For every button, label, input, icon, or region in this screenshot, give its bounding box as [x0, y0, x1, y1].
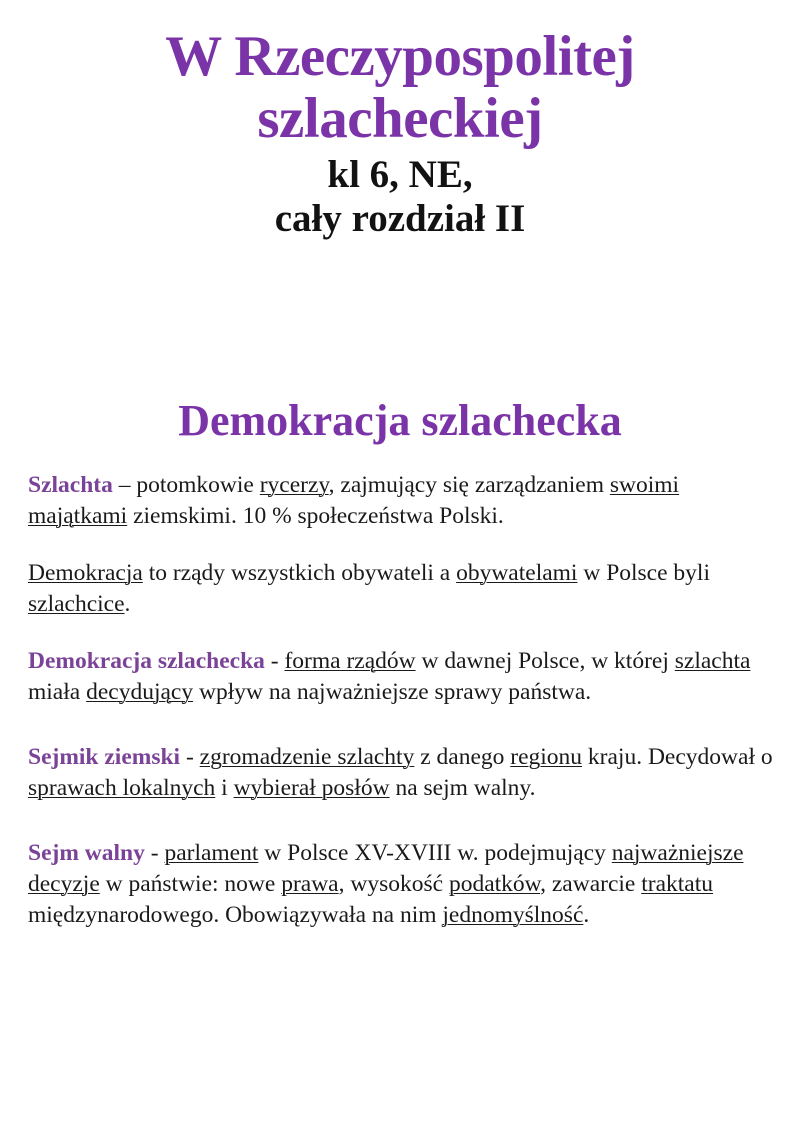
underlined-term: wybierał posłów	[233, 774, 390, 801]
paragraph-separator: -	[180, 743, 200, 770]
paragraph-text: w Polsce byli	[577, 559, 710, 586]
paragraph-lead-term: Szlachta	[28, 471, 113, 498]
paragraph-text: kraju. Decydował o	[582, 743, 773, 770]
paragraph-text: , zajmujący się zarządzaniem	[328, 471, 610, 498]
underlined-term: podatków	[448, 870, 541, 897]
underlined-term: swoimi majątkami	[28, 471, 680, 529]
underlined-term: regionu	[510, 743, 583, 770]
paragraph-text: miała	[28, 678, 87, 705]
underlined-term: decydujący	[86, 678, 194, 705]
paragraph-text: międzynarodowego. Obowiązywała na nim	[28, 901, 443, 928]
paragraph-lead-term: Sejm walny	[28, 839, 145, 866]
paragraph-demokracja	[28, 558, 778, 620]
paragraph-text: ziemskimi. 10 % społeczeństwa Polski.	[127, 502, 504, 529]
paragraph-separator: -	[264, 647, 285, 674]
paragraph-text: .	[583, 901, 590, 928]
underlined-term: obywatelami	[456, 559, 578, 586]
paragraph-text: w państwie: nowe	[99, 870, 282, 897]
paragraph-sejm-walny	[28, 838, 778, 931]
paragraph-text: i	[215, 774, 234, 801]
body-text	[0, 446, 800, 931]
paragraph-text: w Polsce XV-XVIII w. podejmujący	[258, 839, 612, 866]
paragraph-lead-term: Sejmik ziemski	[28, 743, 181, 770]
paragraph-text: , wysokość	[338, 870, 449, 897]
underlined-term: szlachta	[674, 647, 751, 674]
document-subtitle	[50, 153, 750, 241]
underlined-term: najważniejsze decyzje	[28, 839, 744, 897]
underlined-term: Demokracja	[28, 559, 143, 586]
paragraph-separator: –	[112, 471, 137, 498]
underlined-term: prawa	[281, 870, 339, 897]
title-block	[0, 0, 800, 241]
paragraph-text: w dawnej Polsce, w której	[415, 647, 675, 674]
subtitle-line-2: cały rozdział II	[274, 197, 526, 241]
paragraph-sejmik-ziemski	[28, 742, 778, 804]
paragraph-text: z danego	[414, 743, 511, 770]
paragraph-demokracja-szlachecka	[28, 646, 778, 708]
underlined-term: rycerzy	[259, 471, 329, 498]
paragraph-text: to rządy wszystkich obywateli a	[142, 559, 457, 586]
underlined-term: forma rządów	[284, 647, 416, 674]
underlined-term: zgromadzenie szlachty	[199, 743, 415, 770]
paragraph-separator: -	[144, 839, 165, 866]
underlined-term: parlament	[164, 839, 259, 866]
underlined-term: szlachcice	[28, 590, 125, 617]
underlined-term: jednomyślność	[442, 901, 584, 928]
underlined-term: traktatu	[641, 870, 713, 897]
underlined-term: sprawach lokalnych	[28, 774, 216, 801]
paragraph-szlachta	[28, 470, 778, 532]
paragraph-text: wpływ na najważniejsze sprawy państwa.	[193, 678, 592, 705]
paragraph-lead-term: Demokracja szlachecka	[28, 647, 265, 674]
paragraph-text: , zawarcie	[540, 870, 642, 897]
paragraph-text: potomkowie	[136, 471, 260, 498]
paragraph-text: .	[124, 590, 131, 617]
subtitle-line-1: kl 6, NE,	[327, 153, 473, 197]
section-heading-demokracja-szlachecka: Demokracja szlachecka	[178, 396, 622, 446]
document-title: W Rzeczypospolitej szlacheckiej	[165, 25, 635, 150]
paragraph-text: na sejm walny.	[389, 774, 536, 801]
